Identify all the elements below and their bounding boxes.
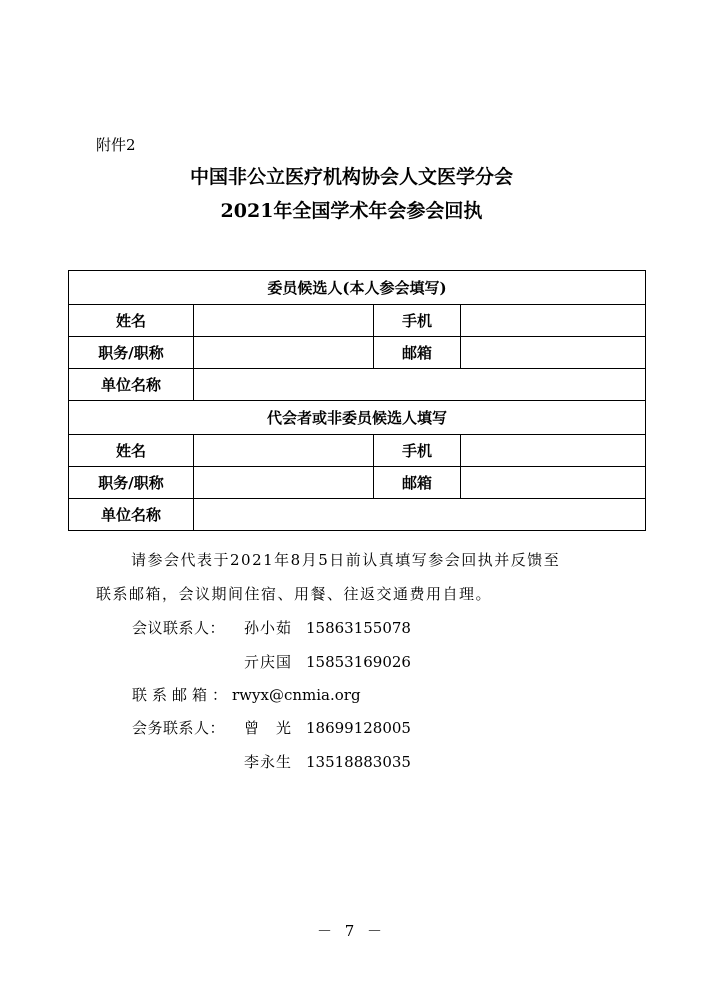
section1-name-field[interactable] bbox=[194, 305, 374, 337]
meeting-contact-row1 bbox=[132, 617, 411, 638]
affairs-contact-row2 bbox=[244, 751, 411, 772]
section1-position-field[interactable] bbox=[194, 337, 374, 369]
meeting-contact-row2 bbox=[244, 651, 411, 672]
section2-phone-label: 手机 bbox=[374, 435, 461, 467]
section2-position-label: 职务/职称 bbox=[69, 467, 194, 499]
meeting-contact2-phone: 15853169026 bbox=[306, 653, 411, 671]
section2-org-label: 单位名称 bbox=[69, 499, 194, 531]
notice-line2: 联系邮箱，会议期间住宿、用餐、往返交通费用自理。 bbox=[96, 585, 493, 603]
attachment-label: 附件2 bbox=[96, 136, 136, 154]
affairs-contact1-phone: 18699128005 bbox=[306, 719, 411, 737]
section2-email-label: 邮箱 bbox=[374, 467, 461, 499]
meeting-contact2-name: 亓庆国 bbox=[244, 653, 293, 671]
section1-email-field[interactable] bbox=[461, 337, 646, 369]
document-title-line1: 中国非公立医疗机构协会人文医学分会 bbox=[189, 166, 513, 188]
section2-phone-field[interactable] bbox=[461, 435, 646, 467]
meeting-contact1-phone: 15863155078 bbox=[306, 619, 411, 637]
section2-name-label: 姓名 bbox=[69, 435, 194, 467]
section1-name-label: 姓名 bbox=[69, 305, 194, 337]
affairs-contact2-name: 李永生 bbox=[244, 753, 293, 771]
email-contact-label: 联系邮箱： bbox=[132, 686, 233, 704]
affairs-contact-label: 会务联系人： bbox=[132, 719, 226, 737]
section1-org-label: 单位名称 bbox=[69, 369, 194, 401]
document-title-line2: 2021年全国学术年会参会回执 bbox=[220, 200, 483, 222]
section1-org-field[interactable] bbox=[194, 369, 646, 401]
notice-line1: 请参会代表于2021年8月5日前认真填写参会回执并反馈至 bbox=[131, 551, 561, 569]
meeting-contact1-name: 孙小茹 bbox=[244, 619, 293, 637]
email-contact-row bbox=[132, 684, 361, 705]
section2-position-field[interactable] bbox=[194, 467, 374, 499]
affairs-contact-row1 bbox=[132, 717, 411, 738]
section1-email-label: 邮箱 bbox=[374, 337, 461, 369]
section1-title: 委员候选人(本人参会填写) bbox=[69, 271, 646, 305]
email-contact-value[interactable]: rwyx@cnmia.org bbox=[232, 686, 361, 704]
affairs-contact1-name: 曾 光 bbox=[244, 719, 293, 737]
page-number: － 7 － bbox=[316, 922, 387, 940]
section1-phone-label: 手机 bbox=[374, 305, 461, 337]
section2-email-field[interactable] bbox=[461, 467, 646, 499]
section1-position-label: 职务/职称 bbox=[69, 337, 194, 369]
registration-form-table bbox=[68, 270, 646, 531]
section2-name-field[interactable] bbox=[194, 435, 374, 467]
affairs-contact2-phone: 13518883035 bbox=[306, 753, 411, 771]
section1-phone-field[interactable] bbox=[461, 305, 646, 337]
section2-org-field[interactable] bbox=[194, 499, 646, 531]
meeting-contact-label: 会议联系人： bbox=[132, 619, 226, 637]
section2-title: 代会者或非委员候选人填写 bbox=[69, 401, 646, 435]
